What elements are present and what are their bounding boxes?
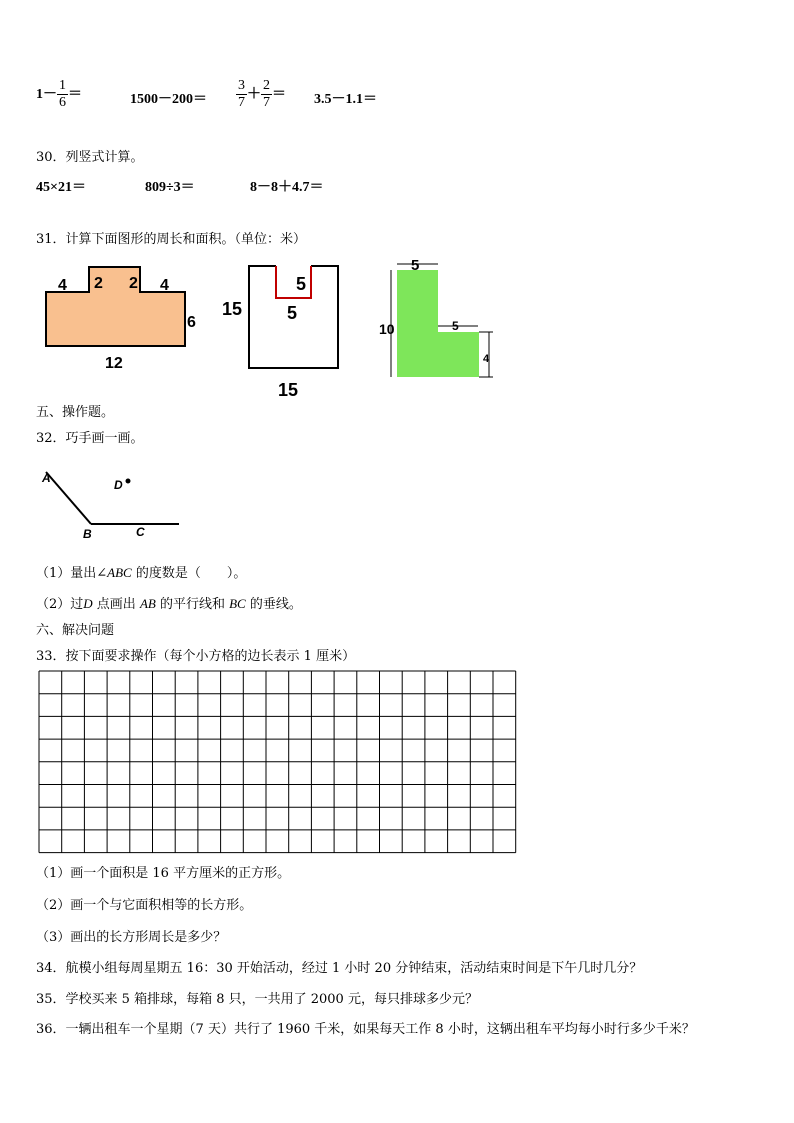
- question-32-sub-2: [36, 593, 302, 612]
- fig2-label-notch-depth: 5: [287, 303, 298, 323]
- sub1-text-pre: （1）量出∠: [36, 566, 108, 581]
- fig2-label-left: 15: [222, 299, 243, 319]
- question-34: 34．航模小组每周星期五 16：30 开始活动，经过 1 小时 20 分钟结束，活动结束时间是下午几时几分？: [36, 961, 643, 976]
- frac-num: 1: [59, 78, 66, 93]
- fig3-label-left: 10: [379, 321, 395, 337]
- point-d: [126, 479, 131, 484]
- figure-3-l-shape: [375, 254, 500, 384]
- question-31-title: 31．计算下面图形的周长和面积。（单位：米）: [36, 232, 307, 247]
- fig2-label-bottom: 15: [278, 380, 299, 400]
- calc-1-tail: ＝: [68, 87, 82, 102]
- fraction-two-sevenths: [261, 78, 272, 111]
- angle-name-abc: ABC: [107, 565, 132, 580]
- segment-name-ab: AB: [139, 596, 156, 611]
- question-33-sub-1: （1）画一个面积是 16 平方厘米的正方形。: [36, 866, 291, 881]
- fig3-label-right: 4: [483, 353, 490, 365]
- question-33-sub-2: （2）画一个与它面积相等的长方形。: [36, 898, 253, 913]
- label-d: D: [114, 478, 123, 492]
- question-36: 36．一辆出租车一个星期（7 天）共行了 1960 千米，如果每天工作 8 小时，这辆出租车平均每小时行多少千米？: [36, 1022, 695, 1037]
- sub2-text-post: 的垂线。: [245, 597, 302, 612]
- sub2-text-mid2: 的平行线和: [155, 597, 230, 612]
- fig3-label-top: 5: [411, 257, 420, 274]
- label-a: A: [42, 471, 51, 485]
- frac-num: 2: [263, 78, 270, 93]
- question-30-title: 30．列竖式计算。: [36, 150, 144, 165]
- frac-num: 3: [238, 78, 245, 93]
- section-5-heading: 五、操作题。: [36, 405, 115, 420]
- oral-calc-4: 3.5－1.1＝: [314, 92, 377, 107]
- fig1-label-mid2: 2: [129, 275, 138, 292]
- sub1-text-post: 的度数是（ ）。: [131, 566, 247, 581]
- label-c: C: [136, 525, 145, 539]
- fraction-one-sixth: [57, 78, 68, 111]
- vertical-calc-1: 45×21＝: [36, 180, 86, 195]
- fig1-label-right: 4: [160, 277, 169, 294]
- question-33-title: 33．按下面要求操作（每个小方格的边长表示 1 厘米）: [36, 649, 356, 664]
- question-32-sub-1: [36, 562, 246, 581]
- fig1-label-mid1: 2: [94, 275, 103, 292]
- oral-calc-1: [36, 78, 82, 111]
- fig2-label-notch-top: 5: [296, 274, 307, 294]
- calc-1-lead: 1－: [36, 87, 57, 102]
- calc-3-tail: ＝: [272, 87, 286, 102]
- vertical-calc-2: 809÷3＝: [145, 180, 195, 195]
- fig3-shape: [397, 270, 479, 377]
- oral-calc-3: [236, 78, 286, 111]
- frac-den: 7: [263, 95, 270, 110]
- fig3-label-inner: 5: [452, 319, 459, 333]
- ray-ba: [46, 472, 91, 524]
- segment-name-bc: BC: [229, 596, 246, 611]
- frac-den: 6: [59, 95, 66, 110]
- oral-calc-2: 1500－200＝: [130, 92, 207, 107]
- angle-abc-figure: [36, 462, 186, 542]
- point-name-d: D: [83, 596, 93, 611]
- figure-1-stepped-shape: [40, 260, 200, 375]
- vertical-calc-3: 8－8＋4.7＝: [250, 180, 324, 195]
- fraction-three-sevenths: [236, 78, 247, 111]
- label-b: B: [83, 527, 92, 541]
- sub2-text-mid1: 点画出: [92, 597, 140, 612]
- frac-den: 7: [238, 95, 245, 110]
- section-6-heading: 六、解决问题: [36, 623, 115, 638]
- plus-sign: ＋: [247, 87, 261, 102]
- fig1-label-bottom: 12: [105, 355, 123, 372]
- fig1-label-left: 4: [58, 277, 67, 294]
- fig1-label-side: 6: [187, 314, 196, 331]
- square-grid: [38, 670, 518, 856]
- question-35: 35．学校买来 5 箱排球，每箱 8 只，一共用了 2000 元，每只排球多少元？: [36, 992, 478, 1007]
- question-33-sub-3: （3）画出的长方形周长是多少？: [36, 930, 227, 945]
- sub2-text-pre: （2）过: [36, 597, 84, 612]
- question-32-title: 32．巧手画一画。: [36, 431, 144, 446]
- figure-2-notched-square: [218, 258, 348, 400]
